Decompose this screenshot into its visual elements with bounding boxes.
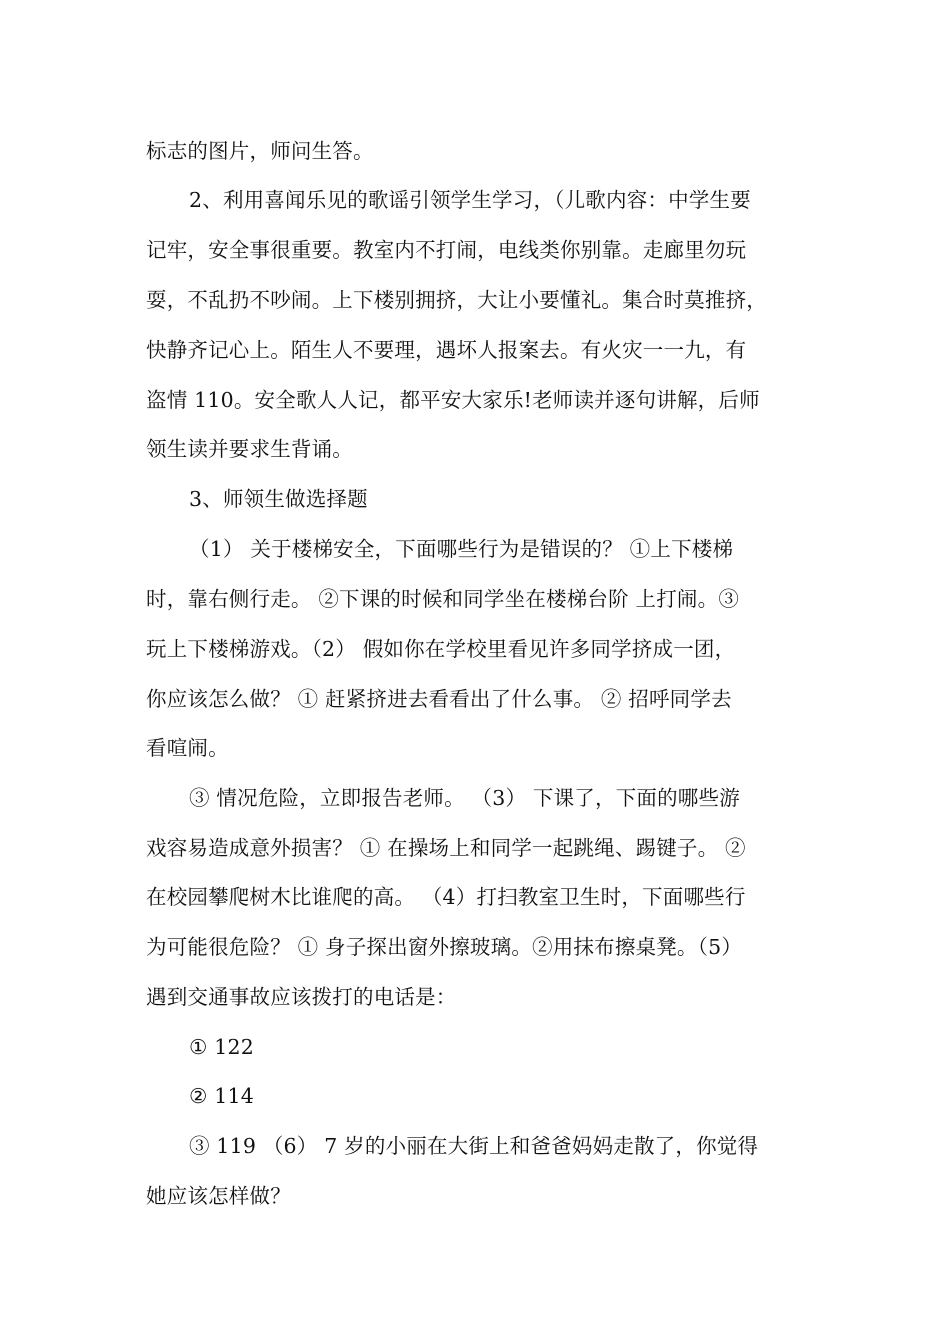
text-line: 盗情 110。安全歌人人记，都平安大家乐!老师读并逐句讲解，后师	[146, 388, 760, 412]
text-line: 在校园攀爬树木比谁爬的高。 （4）打扫教室卫生时，下面哪些行	[146, 885, 746, 909]
text-line: 记牢，安全事很重要。教室内不打闹，电线类你别靠。走廊里勿玩	[146, 238, 747, 262]
text-line: ③ 119 （6） 7 岁的小丽在大街上和爸爸妈妈走散了，你觉得	[189, 1134, 759, 1158]
text-line: 遇到交通事故应该拨打的电话是：	[146, 985, 457, 1009]
text-line: 她应该怎样做？	[146, 1184, 291, 1208]
text-line: ② 114	[189, 1084, 255, 1108]
text-line: 2、利用喜闻乐见的歌谣引领学生学习，（儿歌内容：中学生要	[189, 188, 751, 212]
text-line: 为可能很危险？ ① 身子探出窗外擦玻璃。②用抹布擦桌凳。（5）	[146, 935, 743, 959]
text-line: 快静齐记心上。陌生人不要理，遇坏人报案去。有火灾一一九，有	[146, 338, 747, 362]
text-line: 时，靠右侧行走。 ②下课的时候和同学坐在楼梯台阶 上打闹。③	[146, 587, 740, 611]
text-line: 看喧闹。	[146, 736, 229, 760]
text-line: （1） 关于楼梯安全，下面哪些行为是错误的？ ①上下楼梯	[189, 537, 734, 561]
text-line: 玩上下楼梯游戏。（2） 假如你在学校里看见许多同学挤成一团，	[146, 637, 736, 661]
text-line: 你应该怎么做？ ① 赶紧挤进去看看出了什么事。 ② 招呼同学去	[146, 687, 732, 711]
text-line: 耍，不乱扔不吵闹。上下楼别拥挤，大让小要懂礼。集合时莫推挤，	[146, 288, 767, 312]
text-line: ③ 情况危险，立即报告老师。 （3） 下课了，下面的哪些游	[189, 786, 740, 810]
text-line: ① 122	[189, 1035, 255, 1059]
text-line: 戏容易造成意外损害？ ① 在操场上和同学一起跳绳、踢键子。 ②	[146, 836, 746, 860]
text-line: 3、师领生做选择题	[189, 487, 368, 511]
text-line: 标志的图片，师问生答。	[146, 139, 374, 163]
text-line: 领生读并要求生背诵。	[146, 437, 353, 461]
